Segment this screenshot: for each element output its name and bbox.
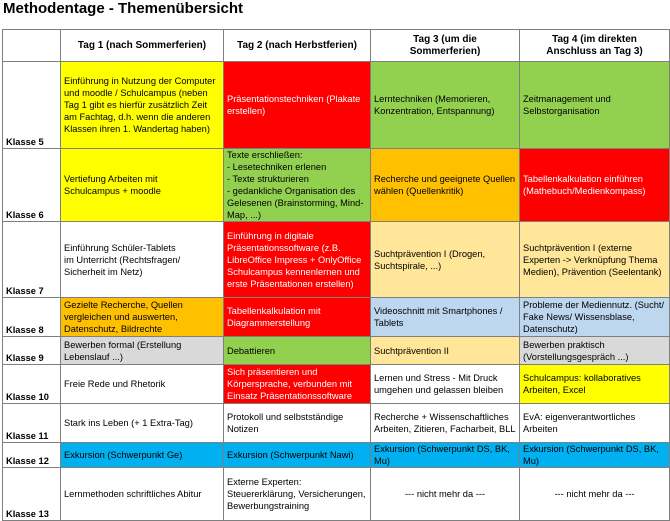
column-header-tag-4: Tag 4 (im direkten Anschluss an Tag 3) [520, 30, 670, 62]
table-cell-tag-1: Einführung Schüler-Tablets im Unterricht (Rechtsfragen/ Sicherheit im Netz) [61, 222, 224, 298]
page-title: Methodentage - Themenübersicht [3, 0, 244, 17]
table-cell-tag-4: Zeitmanagement und Selbstorganisation [520, 62, 670, 149]
table-cell-tag-1: Einführung in Nutzung der Computer und moodle / Schulcampus (neben Tag 1 gibt es hierfür zusätzlich Zeit am Fachtag, d.h. wenn die anderen Klassen ihren 1. Wandertag haben) [61, 62, 224, 149]
row-label: Klasse 10 [3, 365, 61, 404]
table-cell-tag-2: Sich präsentieren und Körpersprache, verbunden mit Einsatz Präsentationssoftware [224, 365, 371, 404]
table-cell-tag-1: Lernmethoden schriftliches Abitur [61, 468, 224, 521]
table-cell-tag-1: Vertiefung Arbeiten mit Schulcampus + moodle [61, 149, 224, 222]
table-cell-tag-3: Recherche und geeignete Quellen wählen (Quellenkritik) [371, 149, 520, 222]
column-header-tag-2: Tag 2 (nach Herbstferien) [224, 30, 371, 62]
table-cell-tag-2: Tabellenkalkulation mit Diagrammerstellung [224, 298, 371, 337]
table-cell-tag-4: Exkursion (Schwerpunkt DS, BK, Mu) [520, 443, 670, 468]
corner-cell [3, 30, 61, 62]
table-cell-tag-2: Exkursion (Schwerpunkt Nawi) [224, 443, 371, 468]
table-cell-tag-2: Präsentationstechniken (Plakate erstellen) [224, 62, 371, 149]
table-row [3, 468, 670, 521]
table-row [3, 62, 670, 149]
table-row [3, 443, 670, 468]
row-label: Klasse 5 [3, 62, 61, 149]
table-cell-tag-3: Recherche + Wissenschaftliches Arbeiten, Zitieren, Facharbeit, BLL [371, 404, 520, 443]
row-label: Klasse 6 [3, 149, 61, 222]
table-cell-tag-4: Bewerben praktisch (Vorstellungsgespräch ...) [520, 337, 670, 365]
table-cell-tag-1: Gezielte Recherche, Quellen vergleichen und auswerten, Datenschutz, Bildrechte [61, 298, 224, 337]
table-cell-tag-4: Suchtprävention I (externe Experten -> Verknüpfung Thema Medien), Prävention (Seelentank) [520, 222, 670, 298]
table-cell-tag-3: Exkursion (Schwerpunkt DS, BK, Mu) [371, 443, 520, 468]
column-header-tag-3: Tag 3 (um die Sommerferien) [371, 30, 520, 62]
row-label: Klasse 13 [3, 468, 61, 521]
table-cell-tag-3: Suchtprävention II [371, 337, 520, 365]
table-cell-tag-3: --- nicht mehr da --- [371, 468, 520, 521]
table-cell-tag-3: Suchtprävention I (Drogen, Suchtspirale, ...) [371, 222, 520, 298]
table-cell-tag-1: Bewerben formal (Erstellung Lebenslauf ...) [61, 337, 224, 365]
table-cell-tag-2: Debattieren [224, 337, 371, 365]
table-cell-tag-3: Lerntechniken (Memorieren, Konzentration, Entspannung) [371, 62, 520, 149]
table-cell-tag-3: Lernen und Stress - Mit Druck umgehen und gelassen bleiben [371, 365, 520, 404]
table-cell-tag-4: --- nicht mehr da --- [520, 468, 670, 521]
column-header-tag-1: Tag 1 (nach Sommerferien) [61, 30, 224, 62]
table-cell-tag-4: Tabellenkalkulation einführen (Mathebuch/Medienkompass) [520, 149, 670, 222]
table-cell-tag-1: Freie Rede und Rhetorik [61, 365, 224, 404]
table-row [3, 337, 670, 365]
table-cell-tag-1: Stark ins Leben (+ 1 Extra-Tag) [61, 404, 224, 443]
table-cell-tag-4: Schulcampus: kollaboratives Arbeiten, Excel [520, 365, 670, 404]
table-cell-tag-2: Protokoll und selbstständige Notizen [224, 404, 371, 443]
table-row [3, 149, 670, 222]
table-cell-tag-2: Externe Experten: Steuererklärung, Versicherungen, Bewerbungstraining [224, 468, 371, 521]
table-cell-tag-4: Probleme der Mediennutz. (Sucht/ Fake News/ Wissensblase, Datenschutz) [520, 298, 670, 337]
table-row [3, 298, 670, 337]
row-label: Klasse 9 [3, 337, 61, 365]
table-cell-tag-2: Einführung in digitale Präsentationssoftware (z.B. LibreOffice Impress + OnlyOffice Schulcampus kennenlernen und erste Präsentationen erstellen) [224, 222, 371, 298]
header-row [3, 30, 670, 62]
table-cell-tag-4: EvA: eigenverantwortliches Arbeiten [520, 404, 670, 443]
table-cell-tag-2: Texte erschließen: - Lesetechniken erlenen - Texte strukturieren - gedankliche Organisation des Gelesenen (Brainstorming, Mind- Map, ...) [224, 149, 371, 222]
topic-table [2, 29, 670, 521]
table-row [3, 404, 670, 443]
row-label: Klasse 12 [3, 443, 61, 468]
table-cell-tag-3: Videoschnitt mit Smartphones / Tablets [371, 298, 520, 337]
table-row [3, 365, 670, 404]
table-cell-tag-1: Exkursion (Schwerpunkt Ge) [61, 443, 224, 468]
table-row [3, 222, 670, 298]
row-label: Klasse 8 [3, 298, 61, 337]
row-label: Klasse 11 [3, 404, 61, 443]
row-label: Klasse 7 [3, 222, 61, 298]
